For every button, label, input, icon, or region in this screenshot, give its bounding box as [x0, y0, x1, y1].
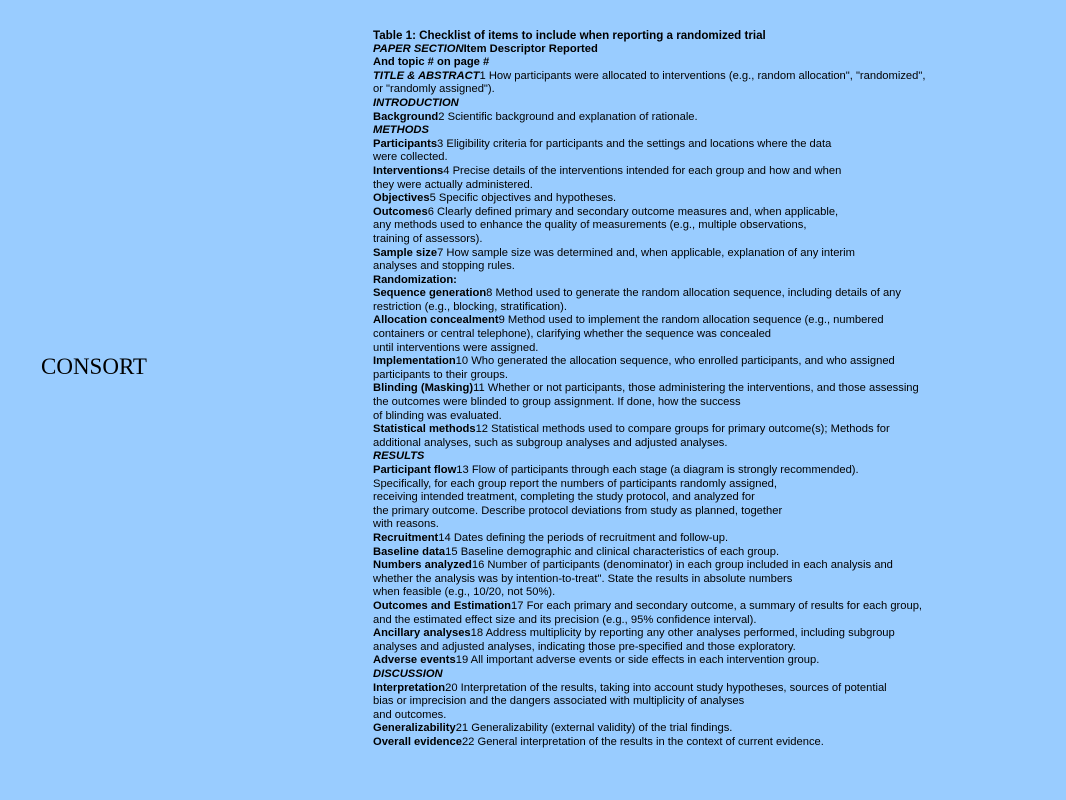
item-topic: Allocation concealment: [373, 314, 499, 327]
item-line: [373, 151, 1013, 165]
item-descriptor: 5 Specific objectives and hypotheses.: [429, 192, 617, 205]
item-descriptor: 22 General interpretation of the results in the context of current evidence.: [461, 735, 824, 748]
item-line: [373, 233, 1013, 247]
item-descriptor: they were actually administered.: [373, 178, 533, 191]
item-topic: Background: [373, 110, 439, 123]
item-topic: Ancillary analyses: [373, 627, 471, 640]
checklist-item: [373, 627, 1013, 654]
item-descriptor: 2 Scientific background and explanation of rationale.: [438, 110, 698, 123]
item-topic: Sample size: [373, 246, 438, 259]
item-descriptor: and outcomes.: [373, 708, 447, 721]
item-line: [373, 559, 1013, 573]
item-line: [373, 287, 1013, 301]
item-line: [373, 260, 1013, 274]
table-title: Table 1: Checklist of items to include when reporting a randomized trial: [373, 29, 766, 42]
item-descriptor: the primary outcome. Describe protocol deviations from study as planned, together: [373, 504, 783, 517]
checklist-item: [373, 70, 1013, 97]
item-topic: Adverse events: [373, 654, 456, 667]
item-topic: Numbers analyzed: [373, 559, 472, 572]
item-topic: Statistical methods: [373, 423, 476, 436]
sub-heading: Randomization:: [373, 273, 457, 286]
item-line: [373, 70, 1013, 84]
item-topic: Generalizability: [373, 722, 456, 735]
item-line: [373, 478, 1013, 492]
item-descriptor: whether the analysis was by intention-to-treat". State the results in absolute numbers: [373, 572, 793, 585]
item-descriptor: until interventions were assigned.: [373, 341, 539, 354]
item-descriptor: training of assessors).: [373, 232, 483, 245]
item-line: [373, 627, 1013, 641]
item-line: [373, 369, 1013, 383]
item-line: [373, 641, 1013, 655]
item-descriptor: 7 How sample size was determined and, when applicable, explanation of any interim: [437, 246, 855, 259]
item-descriptor: 21 Generalizability (external validity) of the trial findings.: [455, 722, 733, 735]
checklist-item: [373, 682, 1013, 723]
checklist-item: [373, 464, 1013, 532]
item-line: [373, 165, 1013, 179]
checklist-item: [373, 314, 1013, 355]
item-descriptor: 15 Baseline demographic and clinical characteristics of each group.: [445, 545, 780, 558]
checklist-document: [373, 29, 1013, 749]
item-descriptor: 10 Who generated the allocation sequence, who enrolled participants, and who assigned: [455, 355, 895, 368]
item-topic: Sequence generation: [373, 287, 487, 300]
checklist-item: [373, 722, 1013, 736]
item-line: [373, 206, 1013, 220]
item-line: [373, 138, 1013, 152]
item-descriptor: bias or imprecision and the dangers associated with multiplicity of analyses: [373, 695, 745, 708]
item-topic: Interpretation: [373, 681, 446, 694]
checklist-item: [373, 206, 1013, 247]
item-line: [373, 192, 1013, 206]
column-header-item-descriptor: Item Descriptor Reported: [463, 42, 598, 55]
item-line: [373, 355, 1013, 369]
item-line: [373, 111, 1013, 125]
table-header-row: [373, 43, 1013, 57]
item-line: [373, 219, 1013, 233]
item-line: [373, 328, 1013, 342]
item-descriptor: 13 Flow of participants through each stage (a diagram is strongly recommended).: [456, 464, 859, 476]
item-descriptor: 8 Method used to generate the random allocation sequence, including details of any: [486, 287, 901, 300]
item-topic: Baseline data: [373, 545, 446, 558]
item-line: [373, 695, 1013, 709]
section-heading: METHODS: [373, 124, 429, 137]
item-line: [373, 382, 1013, 396]
slide-title: CONSORT: [41, 354, 147, 379]
item-line: [373, 491, 1013, 505]
item-line: [373, 532, 1013, 546]
item-descriptor: restriction (e.g., blocking, stratification).: [373, 300, 567, 313]
checklist-item: [373, 546, 1013, 560]
item-topic: Implementation: [373, 355, 456, 368]
checklist-item: [373, 423, 1013, 450]
item-topic: Interventions: [373, 164, 444, 177]
item-descriptor: were collected.: [373, 151, 448, 164]
item-descriptor: 16 Number of participants (denominator) in each group included in each analysis and: [471, 559, 893, 572]
item-line: [373, 600, 1013, 614]
item-line: [373, 314, 1013, 328]
checklist-item: [373, 355, 1013, 382]
item-descriptor: 11 Whether or not participants, those administering the interventions, and those assessing: [473, 382, 919, 395]
section-heading: INTRODUCTION: [373, 96, 459, 109]
item-line: [373, 247, 1013, 261]
item-topic: Participant flow: [373, 464, 457, 476]
item-descriptor: or "randomly assigned").: [373, 83, 495, 96]
item-descriptor: the outcomes were blinded to group assignment. If done, how the success: [373, 396, 741, 409]
item-descriptor: 6 Clearly defined primary and secondary outcome measures and, when applicable,: [427, 205, 839, 218]
item-line: [373, 546, 1013, 560]
item-line: [373, 709, 1013, 723]
item-descriptor: any methods used to enhance the quality of measurements (e.g., multiple observations,: [373, 219, 807, 232]
item-topic: Outcomes: [373, 205, 428, 218]
checklist-item: [373, 287, 1013, 314]
item-line: [373, 179, 1013, 193]
item-descriptor: 9 Method used to implement the random allocation sequence (e.g., numbered: [498, 314, 884, 327]
item-line: [373, 573, 1013, 587]
item-line: [373, 464, 1013, 478]
item-descriptor: of blinding was evaluated.: [373, 409, 502, 422]
item-line: [373, 83, 1013, 97]
item-line: [373, 342, 1013, 356]
item-line: [373, 437, 1013, 451]
item-topic: Recruitment: [373, 531, 439, 544]
item-descriptor: 18 Address multiplicity by reporting any other analyses performed, including subgroup: [470, 627, 895, 640]
item-line: [373, 682, 1013, 696]
section-heading: RESULTS: [373, 450, 425, 463]
checklist-item: [373, 247, 1013, 274]
item-descriptor: receiving intended treatment, completing the study protocol, and analyzed for: [373, 491, 755, 504]
checklist-item: [373, 600, 1013, 627]
item-descriptor: additional analyses, such as subgroup analyses and adjusted analyses.: [373, 436, 728, 449]
item-topic: Outcomes and Estimation: [373, 599, 512, 612]
item-descriptor: containers or central telephone), clarifying whether the sequence was concealed: [373, 328, 772, 341]
item-line: [373, 396, 1013, 410]
item-line: [373, 614, 1013, 628]
checklist-item: [373, 165, 1013, 192]
item-line: [373, 518, 1013, 532]
item-descriptor: 19 All important adverse events or side effects in each intervention group.: [455, 654, 820, 667]
item-topic: Overall evidence: [373, 735, 462, 748]
item-descriptor: participants to their groups.: [373, 368, 508, 381]
checklist-item: [373, 382, 1013, 423]
item-topic: Blinding (Masking): [373, 382, 474, 395]
item-descriptor: when feasible (e.g., 10/20, not 50%).: [373, 586, 556, 599]
item-descriptor: and the estimated effect size and its precision (e.g., 95% confidence interval).: [373, 613, 757, 626]
item-descriptor: 12 Statistical methods used to compare groups for primary outcome(s); Methods for: [475, 423, 890, 436]
item-descriptor: 14 Dates defining the periods of recruitment and follow-up.: [438, 531, 729, 544]
item-descriptor: 1 How participants were allocated to interventions (e.g., random allocation", "randomized",: [479, 69, 926, 82]
checklist-item: [373, 111, 1013, 125]
item-line: [373, 736, 1013, 750]
item-descriptor: 4 Precise details of the interventions intended for each group and how and when: [443, 164, 842, 177]
item-descriptor: with reasons.: [373, 518, 439, 531]
column-header-paper-section: PAPER SECTION: [373, 42, 464, 55]
checklist-item: [373, 736, 1013, 750]
table-header-row-2: And topic # on page #: [373, 56, 490, 69]
item-line: [373, 301, 1013, 315]
item-topic: Objectives: [373, 192, 430, 205]
item-line: [373, 410, 1013, 424]
item-line: [373, 586, 1013, 600]
checklist-item: [373, 654, 1013, 668]
item-line: [373, 505, 1013, 519]
checklist-item: [373, 532, 1013, 546]
checklist-item: [373, 559, 1013, 600]
item-descriptor: analyses and adjusted analyses, indicating those pre-specified and those exploratory.: [373, 640, 796, 653]
item-descriptor: analyses and stopping rules.: [373, 260, 515, 273]
checklist-item: [373, 192, 1013, 206]
item-topic: Participants: [373, 137, 438, 150]
item-line: [373, 423, 1013, 437]
item-descriptor: Specifically, for each group report the numbers of participants randomly assigned,: [373, 477, 777, 490]
checklist-rows: [373, 70, 1013, 750]
section-heading: DISCUSSION: [373, 667, 443, 680]
item-descriptor: 17 For each primary and secondary outcome, a summary of results for each group,: [511, 599, 923, 612]
checklist-item: [373, 138, 1013, 165]
item-line: [373, 654, 1013, 668]
item-descriptor: 20 Interpretation of the results, taking into account study hypotheses, sources of potential: [445, 681, 887, 694]
item-topic: TITLE & ABSTRACT: [373, 69, 480, 82]
item-line: [373, 722, 1013, 736]
item-descriptor: 3 Eligibility criteria for participants and the settings and locations where the data: [437, 137, 832, 150]
